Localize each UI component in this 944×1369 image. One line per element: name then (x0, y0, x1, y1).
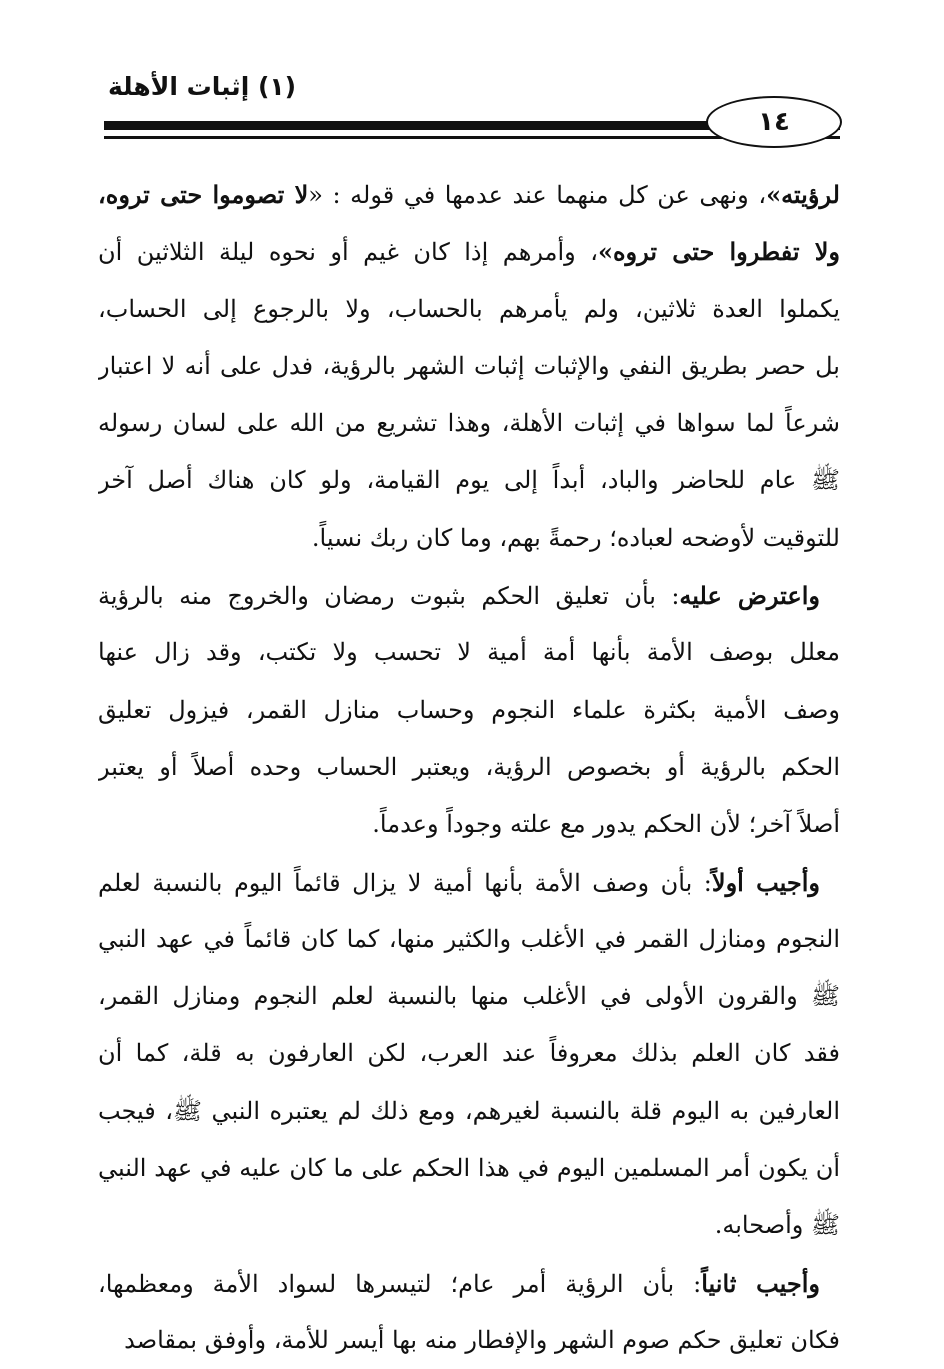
text-line (98, 1083, 840, 1140)
bold-text-segment: ولا تفطروا حتى تروه» (597, 237, 840, 267)
text-segment: : بأن تعليق الحكم بثبوت رمضان والخروج منه بالرؤية (98, 582, 680, 611)
text-segment: ﷺ والقرون الأولى في الأغلب منها بالنسبة لعلم النجوم ومنازل القمر، (98, 982, 840, 1011)
text-segment: شرعاً لما سواها في إثبات الأهلة، وهذا تشريع من الله على لسان رسوله (98, 409, 840, 438)
text-segment: ، وأمرهم إذا كان غيم أو نحوه ليلة الثلاثين أن (98, 238, 598, 267)
text-line (98, 968, 840, 1025)
bold-text-segment: لرؤيته» (766, 180, 840, 209)
text-segment: بل حصر بطريق النفي والإثبات إثبات الشهر بالرؤية، فدل على أنه لا اعتبار (98, 351, 840, 380)
text-line (98, 1255, 840, 1312)
text-segment: يكملوا العدة ثلاثين، ولم يأمرهم بالحساب، ولا بالرجوع إلى الحساب، (98, 294, 840, 323)
text-segment: ﷺ وأصحابه. (714, 1211, 840, 1240)
bold-text-segment: واعترض عليه (679, 581, 820, 611)
text-segment: العارفين به اليوم قلة بالنسبة لغيرهم، ومع ذلك لم يعتبره النبي ﷺ، فيجب (98, 1096, 840, 1125)
text-line (98, 567, 840, 624)
text-line (98, 1197, 840, 1254)
text-segment: أن يكون أمر المسلمين اليوم في هذا الحكم على ما كان عليه في عهد النبي (98, 1154, 840, 1183)
text-line (98, 854, 840, 911)
text-line (98, 682, 840, 739)
text-line (98, 1312, 840, 1369)
text-line (98, 739, 840, 796)
body-text (98, 166, 840, 1369)
text-segment: النجوم ومنازل القمر في الأغلب والكثير منها، كما كان قائماً في عهد النبي (98, 924, 840, 953)
text-segment: فقد كان العلم بذلك معروفاً عند العرب، لكن العارفون به قلة، كما أن (98, 1039, 840, 1068)
text-line (98, 624, 840, 681)
text-segment: للتوقيت لأوضحه لعباده؛ رحمةً بهم، وما كان ربك نسياً. (311, 523, 840, 552)
text-line (98, 911, 840, 968)
text-segment: فكان تعليق حكم صوم الشهر والإفطار منه بها أيسر للأمة، وأوفق بمقاصد (124, 1325, 840, 1354)
text-segment: : بأن الرؤية أمر عام؛ لتيسرها لسواد الأمة ومعظمها، (98, 1269, 702, 1298)
text-segment: الحكم بالرؤية أو بخصوص الرؤية، ويعتبر الحساب وحده أصلاً أو يعتبر (98, 752, 840, 781)
text-line (98, 166, 840, 223)
bold-text-segment: وأجيب ثانياً (701, 1268, 821, 1298)
text-segment: ﷺ عام للحاضر والباد، أبداً إلى يوم القيامة، ولو كان هناك أصل آخر (98, 466, 840, 495)
text-segment: أصلاً آخر؛ لأن الحكم يدور مع علته وجوداً وعدماً. (372, 810, 840, 839)
text-line (98, 1025, 840, 1082)
text-segment: ، ونهى عن كل منهما عند عدمها في قوله : « (308, 181, 767, 209)
text-line (98, 223, 840, 280)
page-number-oval (706, 96, 842, 148)
bold-text-segment: وأجيب أولاً (711, 867, 820, 897)
text-line (98, 338, 840, 395)
text-segment: وصف الأمية بكثرة علماء النجوم وحساب منازل القمر، فيزول تعليق (98, 695, 840, 724)
running-head-title: (١) إثبات الأهلة (108, 72, 297, 101)
text-line (98, 395, 840, 452)
text-line (98, 1140, 840, 1197)
page-number: ١٤ (758, 107, 790, 137)
bold-text-segment: لا تصوموا حتى تروه، (98, 180, 309, 209)
text-line (98, 510, 840, 567)
text-line (98, 452, 840, 509)
text-segment: : بأن وصف الأمة بأنها أمية لا يزال قائماً اليوم بالنسبة لعلم (98, 868, 712, 897)
text-line (98, 796, 840, 853)
text-line (98, 281, 840, 338)
text-segment: معلل بوصف الأمة بأنها أمة أمية لا تحسب ولا تكتب، وقد زال عنها (98, 638, 840, 667)
